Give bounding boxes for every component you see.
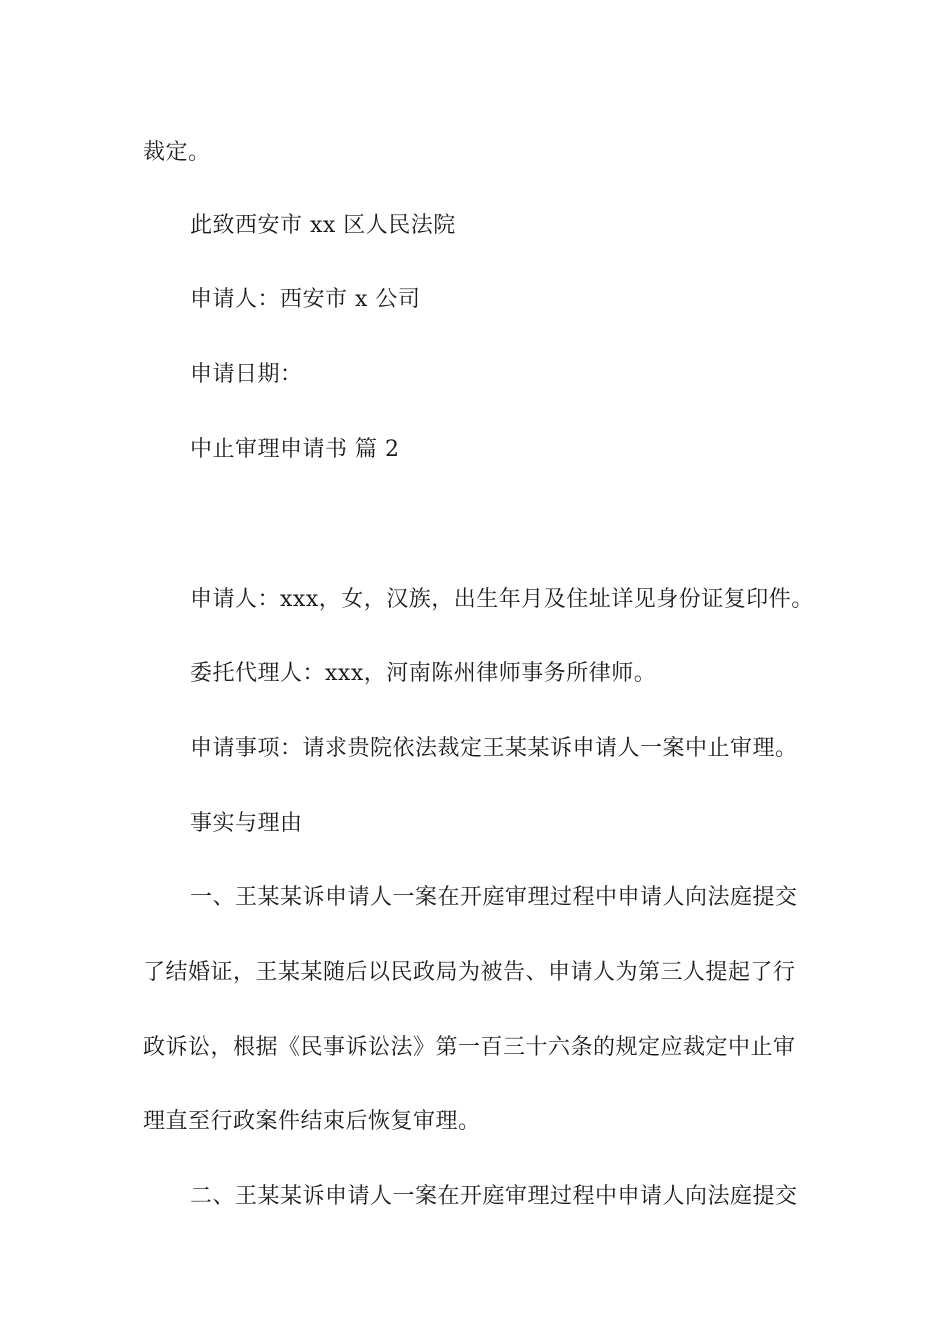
text-line-addressee: 此致西安市 xx 区人民法院 [190, 213, 456, 238]
text-line-facts-heading: 事实与理由 [190, 811, 303, 836]
paragraph-one-line-1: 一、王某某诉申请人一案在开庭审理过程中申请人向法庭提交 [190, 885, 798, 910]
text-line-ruling-end: 裁定。 [143, 140, 211, 165]
paragraph-two-line-1: 二、王某某诉申请人一案在开庭审理过程中申请人向法庭提交 [190, 1184, 798, 1209]
text-line-applicant: 申请人：xxx，女，汉族，出生年月及住址详见身份证复印件。 [190, 587, 814, 612]
paragraph-one-line-2: 了结婚证，王某某随后以民政局为被告、申请人为第三人提起了行 [143, 960, 796, 985]
paragraph-one-line-3: 政诉讼，根据《民事诉讼法》第一百三十六条的规定应裁定中止审 [143, 1035, 796, 1060]
text-line-application-date: 申请日期： [190, 362, 303, 387]
text-line-applicant-company: 申请人：西安市 x 公司 [190, 287, 421, 312]
text-line-request: 申请事项：请求贵院依法裁定王某某诉申请人一案中止审理。 [190, 736, 798, 761]
paragraph-one-line-4: 理直至行政案件结束后恢复审理。 [143, 1109, 481, 1134]
text-line-agent: 委托代理人：xxx，河南陈州律师事务所律师。 [190, 661, 657, 686]
section-heading: 中止审理申请书 篇 2 [190, 437, 400, 462]
